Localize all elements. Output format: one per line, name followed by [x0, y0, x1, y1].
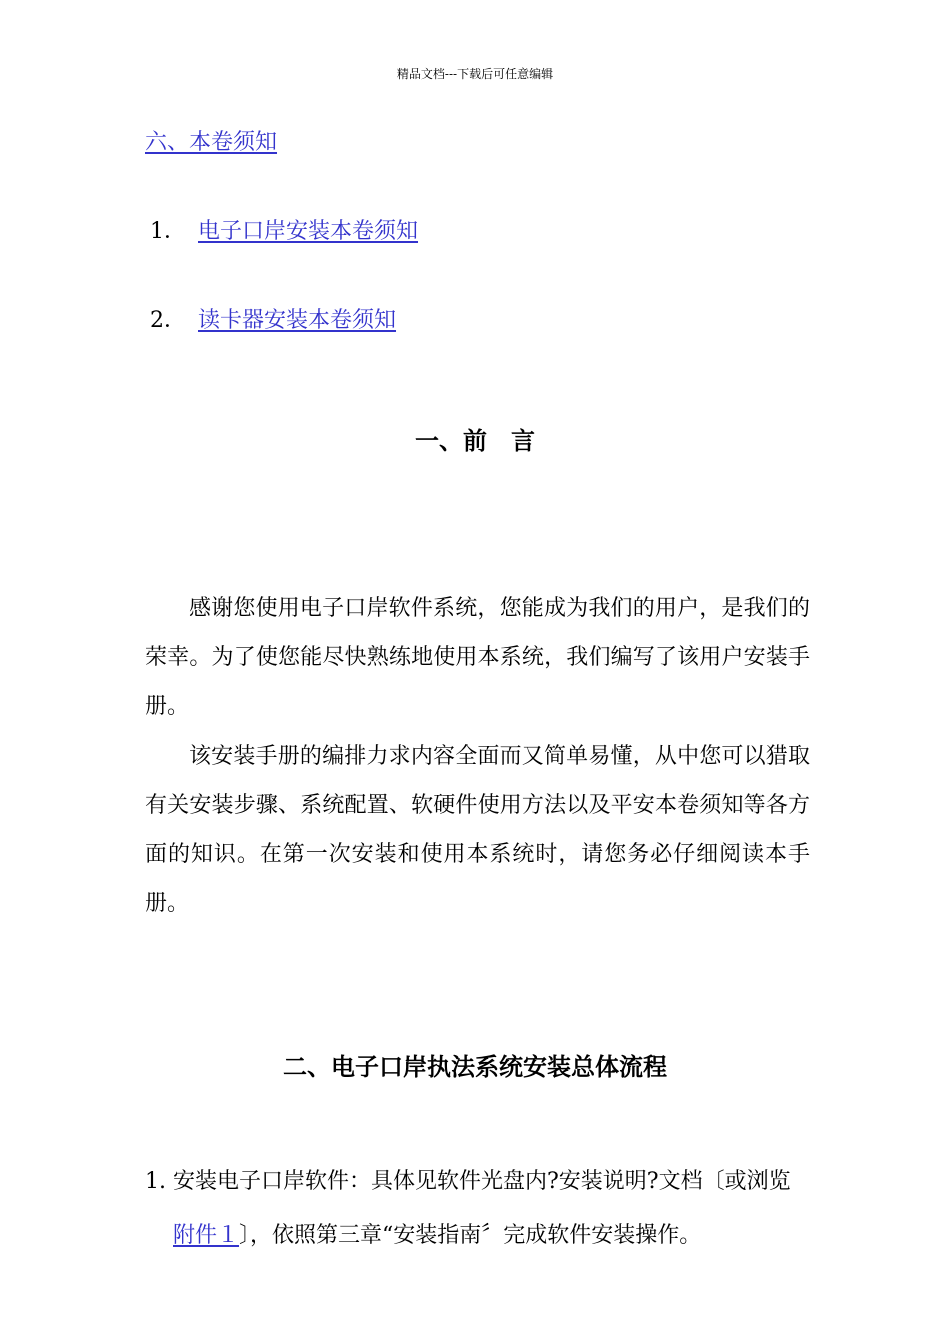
toc-section-6 [145, 128, 277, 158]
toc-link-item-2[interactable]: 读卡器安装本卷须知 [198, 308, 397, 333]
toc-link-item-1[interactable]: 电子口岸安装本卷须知 [198, 219, 419, 244]
toc-link-section-6[interactable]: 六、本卷须知 [145, 130, 278, 155]
preface-paragraph-2: 该安装手册的编排力求内容全面而又简单易懂，从中您可以猎取有关安装步骤、系统配置、软硬件使用方法以及平安本卷须知等各方面的知识。在第一次安装和使用本系统时，请您务必仔细阅读本手册。 [145, 744, 810, 916]
attachment-1-link[interactable]: 附件１ [173, 1223, 240, 1248]
step-1-text-b: 〕，依照第三章“安装指南〞完成软件安装操作。 [239, 1223, 702, 1248]
preface-title: 一、前 言 [415, 427, 535, 455]
toc-item-1-number: 1． [150, 219, 186, 244]
step-1 [145, 1155, 810, 1263]
step-1-text-a: 安装电子口岸软件：具体见软件光盘内?安装说明?文档〔或浏览 [173, 1169, 791, 1194]
toc-item-1 [150, 217, 418, 247]
page-header: 精品文档---下载后可任意编辑 [396, 67, 554, 81]
toc-item-2-number: 2． [150, 308, 186, 333]
preface-paragraph-1: 感谢您使用电子口岸软件系统，您能成为我们的用户，是我们的荣幸。为了使您能尽快熟练地使用本系统，我们编写了该用户安装手册。 [145, 596, 810, 719]
toc-item-2 [150, 306, 396, 336]
section-2-title: 二、电子口岸执法系统安装总体流程 [283, 1053, 667, 1081]
step-1-continuation [145, 1209, 810, 1263]
step-1-number: 1. [145, 1169, 166, 1194]
